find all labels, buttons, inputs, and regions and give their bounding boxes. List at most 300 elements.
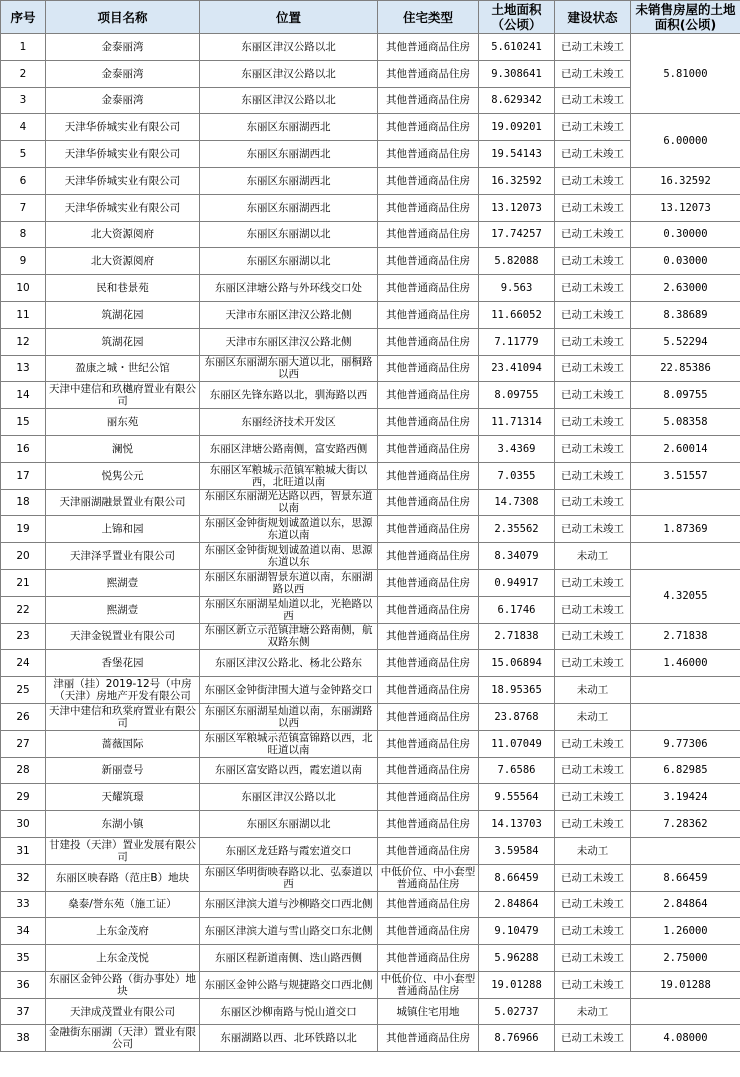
construction-status: 已动工未竣工 (555, 87, 631, 114)
housing-type: 其他普通商品住房 (378, 730, 479, 757)
land-area: 9.308641 (479, 60, 555, 87)
land-area: 2.71838 (479, 623, 555, 650)
unsold-area: 0.30000 (631, 221, 740, 248)
construction-status: 已动工未竣工 (555, 60, 631, 87)
row-number: 1 (1, 34, 46, 61)
table-row (1, 596, 740, 623)
unsold-area: 8.38689 (631, 301, 740, 328)
location: 东丽湖路以西、北环铁路以北 (200, 1025, 378, 1052)
project-name: 天津丽湖融景置业有限公司 (46, 489, 200, 516)
unsold-area: 2.63000 (631, 275, 740, 302)
land-area: 0.94917 (479, 569, 555, 596)
row-number: 6 (1, 167, 46, 194)
row-number: 4 (1, 114, 46, 141)
land-area: 13.12073 (479, 194, 555, 221)
table-row (1, 569, 740, 596)
land-area: 11.07049 (479, 730, 555, 757)
project-name: 金融街东丽湖（天津）置业有限公司 (46, 1025, 200, 1052)
project-name: 民和巷景苑 (46, 275, 200, 302)
unsold-area: 4.08000 (631, 1025, 740, 1052)
unsold-area (631, 543, 740, 570)
construction-status: 未动工 (555, 998, 631, 1025)
unsold-area: 3.19424 (631, 784, 740, 811)
location: 东丽区东丽湖东丽大道以北，丽桐路以西 (200, 355, 378, 382)
row-number: 36 (1, 971, 46, 998)
row-number: 22 (1, 596, 46, 623)
header-no: 序号 (1, 1, 46, 34)
location: 东丽区金钟公路与规捷路交口西北侧 (200, 971, 378, 998)
construction-status: 未动工 (555, 703, 631, 730)
housing-type: 其他普通商品住房 (378, 516, 479, 543)
construction-status: 已动工未竣工 (555, 650, 631, 677)
land-area: 7.11779 (479, 328, 555, 355)
construction-status: 未动工 (555, 837, 631, 864)
construction-status: 已动工未竣工 (555, 864, 631, 891)
project-name: 天津中建信和玖樾府置业有限公司 (46, 382, 200, 409)
project-name: 天津华侨城实业有限公司 (46, 114, 200, 141)
row-number: 34 (1, 918, 46, 945)
land-area: 8.76966 (479, 1025, 555, 1052)
table-row (1, 784, 740, 811)
header-row (1, 1, 740, 34)
unsold-area: 19.01288 (631, 971, 740, 998)
row-number: 17 (1, 462, 46, 489)
unsold-area: 9.77306 (631, 730, 740, 757)
construction-status: 已动工未竣工 (555, 730, 631, 757)
land-area: 18.95365 (479, 677, 555, 704)
construction-status: 已动工未竣工 (555, 757, 631, 784)
row-number: 7 (1, 194, 46, 221)
header-name: 项目名称 (46, 1, 200, 34)
land-area: 23.8768 (479, 703, 555, 730)
table-row (1, 87, 740, 114)
unsold-area: 3.51557 (631, 462, 740, 489)
project-name: 熙湖壹 (46, 569, 200, 596)
project-name: 金泰丽湾 (46, 60, 200, 87)
housing-type: 其他普通商品住房 (378, 837, 479, 864)
construction-status: 已动工未竣工 (555, 784, 631, 811)
location: 东丽区津塘公路南侧，富安路西侧 (200, 435, 378, 462)
unsold-area: 1.26000 (631, 918, 740, 945)
row-number: 31 (1, 837, 46, 864)
location: 东丽区金钟街津围大道与金钟路交口 (200, 677, 378, 704)
housing-type: 城镇住宅用地 (378, 998, 479, 1025)
land-area: 9.10479 (479, 918, 555, 945)
land-area: 6.1746 (479, 596, 555, 623)
housing-type: 其他普通商品住房 (378, 1025, 479, 1052)
location: 东丽区军粮城示范镇富锦路以西，北旺道以南 (200, 730, 378, 757)
project-name: 筑湖花园 (46, 328, 200, 355)
unsold-area: 2.75000 (631, 945, 740, 972)
row-number: 29 (1, 784, 46, 811)
project-name: 天津成茂置业有限公司 (46, 998, 200, 1025)
project-name: 津丽（挂）2019-12号（中房（天津）房地产开发有限公司 (46, 677, 200, 704)
table-row (1, 60, 740, 87)
land-area: 5.02737 (479, 998, 555, 1025)
construction-status: 已动工未竣工 (555, 462, 631, 489)
location: 东丽区津塘公路与外环线交口处 (200, 275, 378, 302)
housing-type: 其他普通商品住房 (378, 757, 479, 784)
row-number: 23 (1, 623, 46, 650)
location: 东丽区东丽湖以北 (200, 248, 378, 275)
housing-type: 其他普通商品住房 (378, 87, 479, 114)
construction-status: 已动工未竣工 (555, 623, 631, 650)
project-name: 金泰丽湾 (46, 87, 200, 114)
project-name: 东湖小镇 (46, 811, 200, 838)
unsold-area: 4.32055 (631, 569, 740, 623)
land-area: 3.4369 (479, 435, 555, 462)
unsold-area: 5.81000 (631, 34, 740, 114)
land-area: 14.7308 (479, 489, 555, 516)
project-name: 甘建投（天津）置业发展有限公司 (46, 837, 200, 864)
project-name: 天津金锐置业有限公司 (46, 623, 200, 650)
table-row (1, 543, 740, 570)
project-name: 上锦和园 (46, 516, 200, 543)
table-row (1, 516, 740, 543)
header-area: 土地面积（公顷） (479, 1, 555, 34)
table-row (1, 301, 740, 328)
table-row (1, 677, 740, 704)
construction-status: 已动工未竣工 (555, 275, 631, 302)
unsold-area: 1.46000 (631, 650, 740, 677)
project-name: 悦隽公元 (46, 462, 200, 489)
location: 东丽区东丽湖西北 (200, 141, 378, 168)
construction-status: 已动工未竣工 (555, 435, 631, 462)
land-area: 3.59584 (479, 837, 555, 864)
housing-type: 其他普通商品住房 (378, 221, 479, 248)
unsold-area: 5.08358 (631, 409, 740, 436)
table-row (1, 757, 740, 784)
land-area: 17.74257 (479, 221, 555, 248)
row-number: 16 (1, 435, 46, 462)
housing-type: 其他普通商品住房 (378, 60, 479, 87)
header-location: 位置 (200, 1, 378, 34)
location: 东丽区东丽湖以北 (200, 811, 378, 838)
land-area: 5.82088 (479, 248, 555, 275)
table-row (1, 945, 740, 972)
table-row (1, 730, 740, 757)
construction-status: 已动工未竣工 (555, 167, 631, 194)
location: 东丽经济技术开发区 (200, 409, 378, 436)
land-area: 11.71314 (479, 409, 555, 436)
unsold-area: 22.85386 (631, 355, 740, 382)
unsold-area (631, 998, 740, 1025)
header-status: 建设状态 (555, 1, 631, 34)
location: 东丽区华明街映春路以北、弘泰道以西 (200, 864, 378, 891)
housing-type: 其他普通商品住房 (378, 194, 479, 221)
location: 东丽区东丽湖西北 (200, 114, 378, 141)
row-number: 26 (1, 703, 46, 730)
table-row (1, 703, 740, 730)
location: 东丽区津汉公路北、杨北公路东 (200, 650, 378, 677)
construction-status: 已动工未竣工 (555, 971, 631, 998)
row-number: 9 (1, 248, 46, 275)
unsold-area (631, 677, 740, 704)
location: 东丽区新立示范镇津塘公路南侧，航双路东侧 (200, 623, 378, 650)
unsold-area: 13.12073 (631, 194, 740, 221)
land-area: 7.0355 (479, 462, 555, 489)
unsold-area: 6.00000 (631, 114, 740, 168)
construction-status: 已动工未竣工 (555, 516, 631, 543)
table-row (1, 623, 740, 650)
location: 东丽区东丽湖星灿道以北，光艳路以西 (200, 596, 378, 623)
unsold-area (631, 703, 740, 730)
row-number: 24 (1, 650, 46, 677)
construction-status: 已动工未竣工 (555, 382, 631, 409)
location: 天津市东丽区津汉公路北侧 (200, 301, 378, 328)
unsold-area: 16.32592 (631, 167, 740, 194)
row-number: 13 (1, 355, 46, 382)
unsold-area: 5.52294 (631, 328, 740, 355)
land-area: 9.55564 (479, 784, 555, 811)
housing-type: 其他普通商品住房 (378, 918, 479, 945)
location: 东丽区东丽湖以北 (200, 221, 378, 248)
construction-status: 已动工未竣工 (555, 891, 631, 918)
row-number: 2 (1, 60, 46, 87)
land-area: 23.41094 (479, 355, 555, 382)
housing-type: 其他普通商品住房 (378, 811, 479, 838)
construction-status: 已动工未竣工 (555, 194, 631, 221)
project-name: 天津华侨城实业有限公司 (46, 167, 200, 194)
project-name: 蔷薇国际 (46, 730, 200, 757)
row-number: 20 (1, 543, 46, 570)
housing-type: 其他普通商品住房 (378, 569, 479, 596)
housing-type: 其他普通商品住房 (378, 409, 479, 436)
table-row (1, 409, 740, 436)
table-row (1, 167, 740, 194)
unsold-area: 2.71838 (631, 623, 740, 650)
table-row (1, 275, 740, 302)
construction-status: 已动工未竣工 (555, 1025, 631, 1052)
table-row (1, 489, 740, 516)
project-name: 上东金茂府 (46, 918, 200, 945)
row-number: 5 (1, 141, 46, 168)
project-name: 天津泽孚置业有限公司 (46, 543, 200, 570)
construction-status: 已动工未竣工 (555, 569, 631, 596)
housing-type: 其他普通商品住房 (378, 301, 479, 328)
row-number: 21 (1, 569, 46, 596)
table-row (1, 382, 740, 409)
header-type: 住宅类型 (378, 1, 479, 34)
row-number: 38 (1, 1025, 46, 1052)
row-number: 35 (1, 945, 46, 972)
land-area: 2.35562 (479, 516, 555, 543)
project-name: 熙湖壹 (46, 596, 200, 623)
table-row (1, 1025, 740, 1052)
project-name: 天耀筑璟 (46, 784, 200, 811)
construction-status: 未动工 (555, 677, 631, 704)
table-row (1, 194, 740, 221)
project-name: 金泰丽湾 (46, 34, 200, 61)
table-row (1, 837, 740, 864)
project-name: 新丽壹号 (46, 757, 200, 784)
project-name: 上东金茂悦 (46, 945, 200, 972)
location: 东丽区津滨大道与雪山路交口东北侧 (200, 918, 378, 945)
unsold-area: 6.82985 (631, 757, 740, 784)
location: 东丽区龙廷路与霞宏道交口 (200, 837, 378, 864)
location: 东丽区津滨大道与沙柳路交口西北侧 (200, 891, 378, 918)
land-area: 16.32592 (479, 167, 555, 194)
housing-type: 其他普通商品住房 (378, 784, 479, 811)
project-name: 盈康之城・世纪公馆 (46, 355, 200, 382)
table-row (1, 650, 740, 677)
project-name: 北大资源阅府 (46, 248, 200, 275)
construction-status: 已动工未竣工 (555, 34, 631, 61)
housing-type: 其他普通商品住房 (378, 141, 479, 168)
row-number: 19 (1, 516, 46, 543)
project-name: 东丽区金钟公路（街办事处）地块 (46, 971, 200, 998)
housing-type: 其他普通商品住房 (378, 543, 479, 570)
table-row (1, 998, 740, 1025)
unsold-area: 0.03000 (631, 248, 740, 275)
project-name: 丽东苑 (46, 409, 200, 436)
table-row (1, 918, 740, 945)
row-number: 33 (1, 891, 46, 918)
construction-status: 已动工未竣工 (555, 355, 631, 382)
table-row (1, 435, 740, 462)
housing-type: 其他普通商品住房 (378, 435, 479, 462)
table-row (1, 355, 740, 382)
project-name: 天津华侨城实业有限公司 (46, 141, 200, 168)
land-area: 14.13703 (479, 811, 555, 838)
unsold-area: 7.28362 (631, 811, 740, 838)
construction-status: 已动工未竣工 (555, 221, 631, 248)
construction-status: 已动工未竣工 (555, 114, 631, 141)
housing-type: 其他普通商品住房 (378, 167, 479, 194)
location: 天津市东丽区津汉公路北侧 (200, 328, 378, 355)
table-row (1, 221, 740, 248)
housing-type: 其他普通商品住房 (378, 650, 479, 677)
location: 东丽区津汉公路以北 (200, 87, 378, 114)
table-row (1, 248, 740, 275)
row-number: 27 (1, 730, 46, 757)
land-area: 7.6586 (479, 757, 555, 784)
location: 东丽区东丽湖智景东道以南，东丽湖路以西 (200, 569, 378, 596)
table-row (1, 328, 740, 355)
location: 东丽区程新道南侧、迭山路西侧 (200, 945, 378, 972)
land-area: 19.01288 (479, 971, 555, 998)
location: 东丽区东丽湖西北 (200, 167, 378, 194)
housing-type: 其他普通商品住房 (378, 703, 479, 730)
housing-type: 其他普通商品住房 (378, 489, 479, 516)
construction-status: 已动工未竣工 (555, 918, 631, 945)
table-row (1, 114, 740, 141)
unsold-area: 2.84864 (631, 891, 740, 918)
location: 东丽区富安路以西，霞宏道以南 (200, 757, 378, 784)
housing-type: 其他普通商品住房 (378, 114, 479, 141)
location: 东丽区东丽湖西北 (200, 194, 378, 221)
table-row (1, 811, 740, 838)
unsold-area: 1.87369 (631, 516, 740, 543)
housing-type: 中低价位、中小套型普通商品住房 (378, 971, 479, 998)
row-number: 28 (1, 757, 46, 784)
land-area: 8.34079 (479, 543, 555, 570)
table-row (1, 864, 740, 891)
construction-status: 已动工未竣工 (555, 409, 631, 436)
location: 东丽区东丽湖星灿道以南，东丽湖路以西 (200, 703, 378, 730)
location: 东丽区军粮城示范镇军粮城大街以西，北旺道以南 (200, 462, 378, 489)
land-area: 11.66052 (479, 301, 555, 328)
location: 东丽区东丽湖光达路以西，智景东道以南 (200, 489, 378, 516)
housing-type: 其他普通商品住房 (378, 275, 479, 302)
housing-type: 其他普通商品住房 (378, 891, 479, 918)
location: 东丽区沙柳南路与悦山道交口 (200, 998, 378, 1025)
row-number: 32 (1, 864, 46, 891)
construction-status: 已动工未竣工 (555, 489, 631, 516)
housing-type: 其他普通商品住房 (378, 596, 479, 623)
housing-type: 其他普通商品住房 (378, 677, 479, 704)
project-name: 筑湖花园 (46, 301, 200, 328)
unsold-area: 8.66459 (631, 864, 740, 891)
unsold-area: 8.09755 (631, 382, 740, 409)
table-body (1, 34, 740, 1052)
project-name: 东丽区映春路（范庄B）地块 (46, 864, 200, 891)
construction-status: 未动工 (555, 543, 631, 570)
row-number: 12 (1, 328, 46, 355)
location: 东丽区先锋东路以北，驯海路以西 (200, 382, 378, 409)
row-number: 15 (1, 409, 46, 436)
housing-type: 中低价位、中小套型普通商品住房 (378, 864, 479, 891)
unsold-area: 2.60014 (631, 435, 740, 462)
construction-status: 已动工未竣工 (555, 328, 631, 355)
row-number: 18 (1, 489, 46, 516)
land-area: 8.09755 (479, 382, 555, 409)
construction-status: 已动工未竣工 (555, 141, 631, 168)
construction-status: 已动工未竣工 (555, 248, 631, 275)
row-number: 10 (1, 275, 46, 302)
header-unsold: 未销售房屋的土地面积(公顷) (631, 1, 740, 34)
row-number: 30 (1, 811, 46, 838)
project-name: 天津华侨城实业有限公司 (46, 194, 200, 221)
project-name: 燊泰/誉东苑（施工证） (46, 891, 200, 918)
row-number: 14 (1, 382, 46, 409)
project-name: 天津中建信和玖棠府置业有限公司 (46, 703, 200, 730)
land-area: 2.84864 (479, 891, 555, 918)
row-number: 3 (1, 87, 46, 114)
table-row (1, 141, 740, 168)
housing-type: 其他普通商品住房 (378, 328, 479, 355)
construction-status: 已动工未竣工 (555, 811, 631, 838)
location: 东丽区津汉公路以北 (200, 34, 378, 61)
location: 东丽区金钟街规划诚盈道以东，思源东道以南 (200, 516, 378, 543)
land-area: 15.06894 (479, 650, 555, 677)
land-area: 19.54143 (479, 141, 555, 168)
row-number: 37 (1, 998, 46, 1025)
row-number: 8 (1, 221, 46, 248)
housing-type: 其他普通商品住房 (378, 945, 479, 972)
construction-status: 已动工未竣工 (555, 301, 631, 328)
land-area: 9.563 (479, 275, 555, 302)
land-area: 8.629342 (479, 87, 555, 114)
location: 东丽区津汉公路以北 (200, 784, 378, 811)
row-number: 11 (1, 301, 46, 328)
housing-type: 其他普通商品住房 (378, 382, 479, 409)
housing-type: 其他普通商品住房 (378, 623, 479, 650)
unsold-area (631, 837, 740, 864)
land-area: 5.96288 (479, 945, 555, 972)
housing-type: 其他普通商品住房 (378, 34, 479, 61)
location: 东丽区金钟街规划诚盈道以南、思源东道以东 (200, 543, 378, 570)
table-row (1, 34, 740, 61)
construction-status: 已动工未竣工 (555, 945, 631, 972)
land-area: 19.09201 (479, 114, 555, 141)
construction-status: 已动工未竣工 (555, 596, 631, 623)
land-area: 5.610241 (479, 34, 555, 61)
project-name: 澜悦 (46, 435, 200, 462)
table-row (1, 891, 740, 918)
housing-type: 其他普通商品住房 (378, 248, 479, 275)
land-area: 8.66459 (479, 864, 555, 891)
